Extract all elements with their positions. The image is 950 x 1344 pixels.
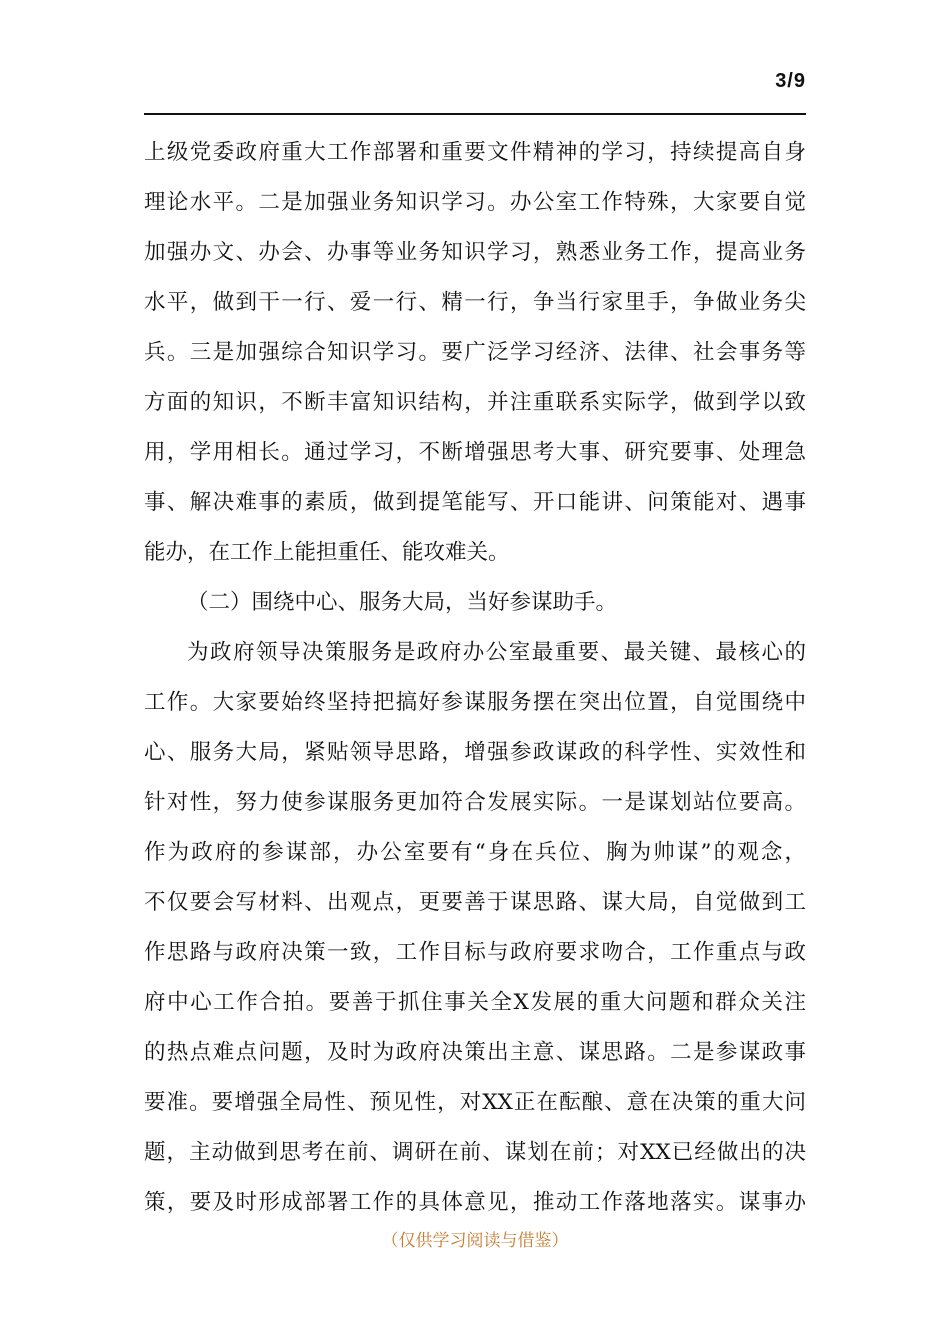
text-line: 水平，做到干一行、爱一行、精一行，争当行家里手，争做业务尖 [144,290,806,315]
document-body [144,128,806,1228]
text-line: 策，要及时形成部署工作的具体意见，推动工作落地落实。谋事办 [144,1190,806,1215]
text-line: 心、服务大局，紧贴领导思路，增强参政谋政的科学性、实效性和 [144,740,806,765]
text-line: 加强办文、办会、办事等业务知识学习，熟悉业务工作，提高业务 [144,240,806,265]
text-line: 兵。三是加强综合知识学习。要广泛学习经济、法律、社会事务等 [144,340,806,365]
text-line: 作为政府的参谋部，办公室要有“身在兵位、胸为帅谋”的观念， [144,840,806,865]
text-line: 作思路与政府决策一致，工作目标与政府要求吻合，工作重点与政 [144,940,806,965]
text-line: 事、解决难事的素质，做到提笔能写、开口能讲、问策能对、遇事 [144,490,806,515]
text-line: 的热点难点问题，及时为政府决策出主意、谋思路。二是参谋政事 [144,1040,806,1065]
text-line: 不仅要会写材料、出观点，更要善于谋思路、谋大局，自觉做到工 [144,890,806,915]
text-line: 要准。要增强全局性、预见性，对XX正在酝酿、意在决策的重大问 [144,1090,806,1115]
text-line: 题，主动做到思考在前、调研在前、谋划在前；对XX已经做出的决 [144,1140,806,1165]
text-line: 府中心工作合拍。要善于抓住事关全X发展的重大问题和群众关注 [144,990,806,1015]
text-line: 上级党委政府重大工作部署和重要文件精神的学习，持续提高自身 [144,140,806,165]
text-line: 能办，在工作上能担重任、能攻难关。 [144,540,510,565]
text-line: 为政府领导决策服务是政府办公室最重要、最关键、最核心的 [187,640,806,665]
text-line: 理论水平。二是加强业务知识学习。办公室工作特殊，大家要自觉 [144,190,806,215]
section-heading: （二）围绕中心、服务大局，当好参谋助手。 [187,590,618,615]
header-rule [144,113,806,115]
text-line: 针对性，努力使参谋服务更加符合发展实际。一是谋划站位要高。 [144,790,806,815]
footer-note: （仅供学习阅读与借鉴） [381,1231,569,1251]
text-line: 工作。大家要始终坚持把搞好参谋服务摆在突出位置，自觉围绕中 [144,690,806,715]
text-line: 方面的知识，不断丰富知识结构，并注重联系实际学，做到学以致 [144,390,806,415]
text-line: 用，学用相长。通过学习，不断增强思考大事、研究要事、处理急 [144,440,806,465]
page-number: 3/9 [775,70,806,92]
